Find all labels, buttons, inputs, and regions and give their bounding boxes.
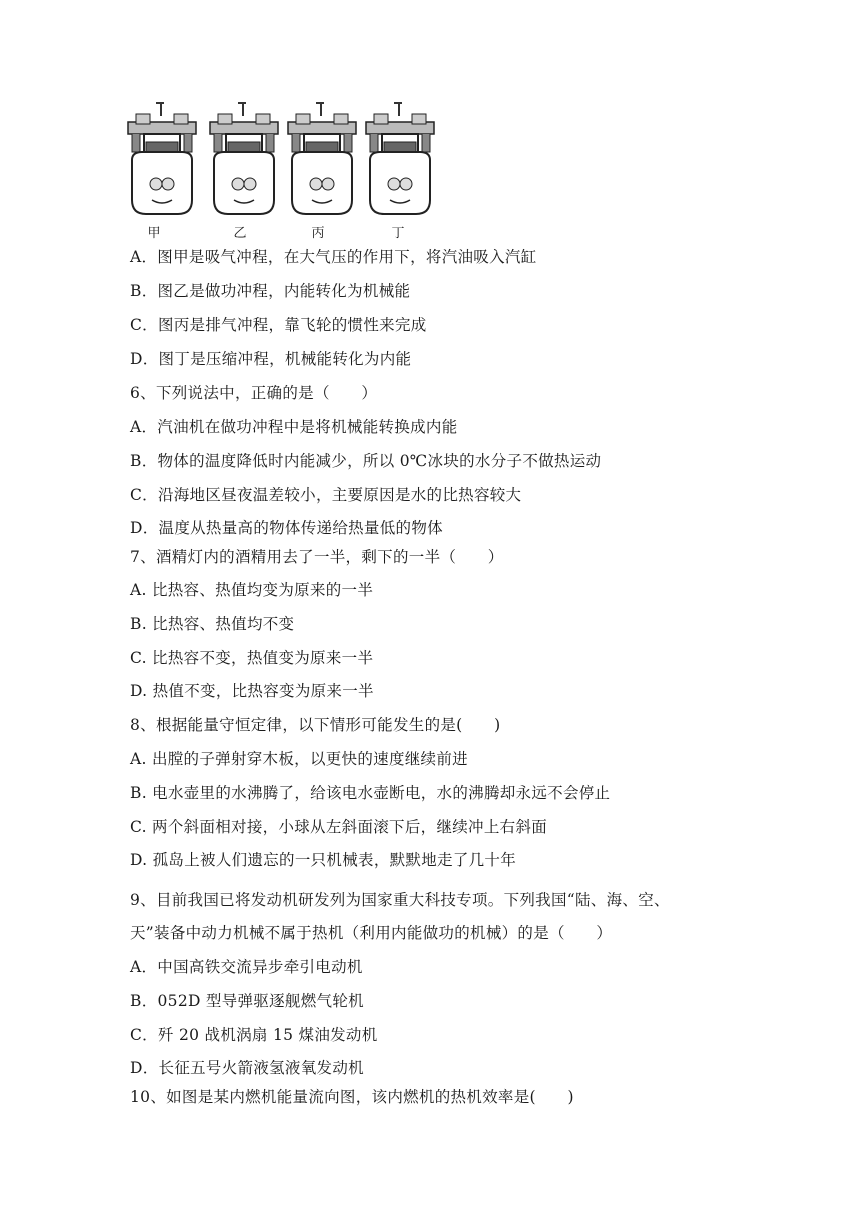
q6-option-b: B．物体的温度降低时内能减少，所以 0℃冰块的水分子不做热运动 [130, 452, 602, 470]
q9-option-b: B．052D 型导弹驱逐舰燃气轮机 [130, 992, 364, 1010]
engine-diagram-bing [286, 100, 358, 220]
q8-stem: 8、根据能量守恒定律，以下情形可能发生的是( ) [130, 716, 501, 734]
engine-diagram-yi [208, 100, 280, 220]
q9-option-d: D．长征五号火箭液氢液氧发动机 [130, 1059, 364, 1077]
figure-label-bing: 丙 [311, 226, 325, 241]
q9-stem-line1: 9、目前我国已将发动机研发列为国家重大科技专项。下列我国“陆、海、空、 [130, 891, 670, 909]
engine-diagram-jia [126, 100, 198, 220]
figure-label-yi: 乙 [233, 226, 247, 241]
figure-label-ding: 丁 [391, 226, 405, 241]
q7-option-a: A. 比热容、热值均变为原来的一半 [130, 581, 374, 599]
q6-option-c: C．沿海地区昼夜温差较小，主要原因是水的比热容较大 [130, 486, 522, 504]
q7-stem: 7、酒精灯内的酒精用去了一半，剩下的一半（ ） [130, 548, 504, 566]
q5-option-c: C．图丙是排气冲程，靠飞轮的惯性来完成 [130, 316, 427, 334]
q8-option-d: D. 孤岛上被人们遗忘的一只机械表，默默地走了几十年 [130, 851, 517, 869]
q9-stem-line2: 天”装备中动力机械不属于热机（利用内能做功的机械）的是（ ） [130, 924, 613, 942]
engine-diagram-ding [364, 100, 436, 220]
four-stroke-engine-figure [126, 100, 456, 240]
q8-option-a: A. 出膛的子弹射穿木板，以更快的速度继续前进 [130, 750, 468, 768]
figure-label-jia: 甲 [147, 226, 161, 241]
q6-option-d: D．温度从热量高的物体传递给热量低的物体 [130, 519, 443, 537]
q7-option-c: C. 比热容不变，热值变为原来一半 [130, 649, 374, 667]
q5-option-a: A．图甲是吸气冲程，在大气压的作用下，将汽油吸入汽缸 [130, 248, 537, 266]
q9-option-c: C．歼 20 战机涡扇 15 煤油发动机 [130, 1026, 378, 1044]
q9-option-a: A．中国高铁交流异步牵引电动机 [130, 958, 363, 976]
q8-option-c: C. 两个斜面相对接，小球从左斜面滚下后，继续冲上右斜面 [130, 818, 548, 836]
q8-option-b: B. 电水壶里的水沸腾了，给该电水壶断电，水的沸腾却永远不会停止 [130, 784, 611, 802]
q10-stem: 10、如图是某内燃机能量流向图，该内燃机的热机效率是( ) [130, 1088, 574, 1106]
q7-option-b: B. 比热容、热值均不变 [130, 615, 295, 633]
q5-option-d: D．图丁是压缩冲程，机械能转化为内能 [130, 350, 412, 368]
q7-option-d: D. 热值不变，比热容变为原来一半 [130, 682, 374, 700]
q6-stem: 6、下列说法中，正确的是（ ） [130, 384, 378, 402]
q5-option-b: B．图乙是做功冲程，内能转化为机械能 [130, 282, 411, 300]
q6-option-a: A．汽油机在做功冲程中是将机械能转换成内能 [130, 418, 458, 436]
